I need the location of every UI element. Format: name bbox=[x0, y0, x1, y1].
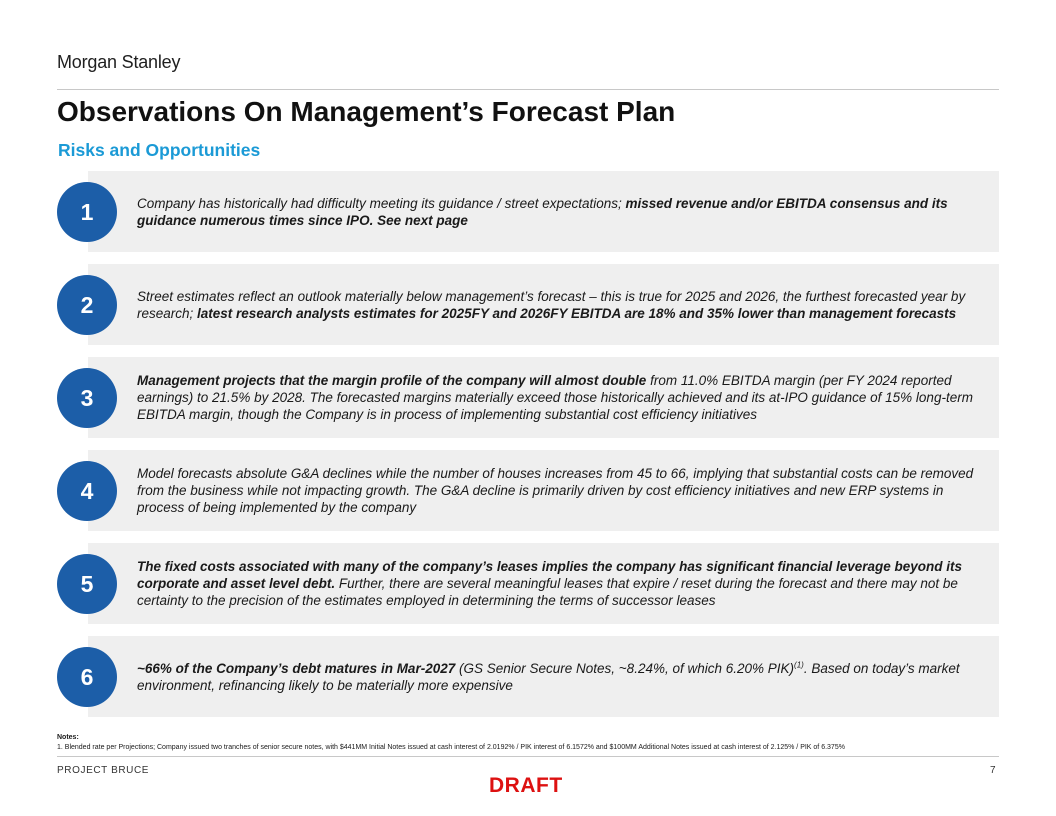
header-divider bbox=[57, 89, 999, 90]
body-text: from 11.0% EBITDA margin (per FY 2024 reported earnings) to 21.5% by 2028. The forecasted margins materially exceed those historically achieved and its at-IPO guidance of 15% long-term EBITDA margin, though the Company is in process of implementing substantial cost efficiency initiatives bbox=[137, 373, 973, 422]
company-logo: Morgan Stanley bbox=[57, 52, 181, 72]
observation-item-6 bbox=[57, 636, 999, 717]
footer-divider bbox=[57, 756, 999, 757]
observation-item-1 bbox=[57, 171, 999, 252]
footnotes bbox=[57, 733, 845, 753]
observation-item-3 bbox=[57, 357, 999, 438]
observation-item-2 bbox=[57, 264, 999, 345]
observation-text bbox=[137, 171, 985, 252]
emphasis-text: The fixed costs associated with many of the company’s leases implies the company has significant financial leverage beyond its corporate and asset level debt. bbox=[137, 559, 963, 591]
observation-text bbox=[137, 636, 985, 717]
observation-number-badge: 5 bbox=[57, 554, 117, 614]
observations-list bbox=[57, 171, 999, 729]
observation-number-badge: 2 bbox=[57, 275, 117, 335]
footnote-reference: (1) bbox=[794, 660, 804, 669]
observation-text bbox=[137, 543, 985, 624]
page-title: Observations On Management’s Forecast Plan bbox=[57, 96, 676, 127]
observation-paragraph bbox=[137, 465, 985, 516]
observation-text bbox=[137, 264, 985, 345]
observation-number-badge: 4 bbox=[57, 461, 117, 521]
body-text: Model forecasts absolute G&A declines while the number of houses increases from 45 to 66, implying that substantial costs can be removed from the business while not impacting growth. The G&A decline is primarily driven by cost efficiency initiatives and new ERP systems in process of being implemented by the company bbox=[137, 466, 974, 515]
observation-number-badge: 3 bbox=[57, 368, 117, 428]
notes-label: Notes: bbox=[57, 734, 79, 741]
observation-paragraph bbox=[137, 288, 985, 322]
page-number: 7 bbox=[990, 765, 996, 776]
observation-paragraph bbox=[137, 195, 985, 229]
body-text: Further, there are several meaningful leases that expire / reset during the forecast and there may not be certainty to the precision of the estimates employed in determining the terms of successor leases bbox=[137, 576, 958, 608]
emphasis-text: ~66% of the Company’s debt matures in Mar-2027 bbox=[137, 660, 456, 676]
draft-stamp: DRAFT bbox=[489, 774, 563, 797]
body-text: . Based on today’s market environment, refinancing likely to be materially more expensive bbox=[137, 660, 960, 693]
observation-item-5 bbox=[57, 543, 999, 624]
footnote-1: 1. Blended rate per Projections; Company issued two tranches of senior secure notes, with $441MM Initial Notes issued at cash interest of 2.0192% / PIK interest of 6.1572% and $100MM Additional Notes issued at cash interest of 2.125% / PIK of 6.375% bbox=[57, 744, 845, 751]
observation-paragraph bbox=[137, 660, 985, 694]
observation-number-badge: 1 bbox=[57, 182, 117, 242]
emphasis-text: Management projects that the margin profile of the company will almost double bbox=[137, 373, 647, 388]
observation-paragraph bbox=[137, 558, 985, 609]
emphasis-text: missed revenue and/or EBITDA consensus and its guidance numerous times since IPO. See next page bbox=[137, 195, 948, 228]
observation-text bbox=[137, 357, 985, 438]
observation-number-badge: 6 bbox=[57, 647, 117, 707]
body-text: Street estimates reflect an outlook materially below management’s forecast – this is true for 2025 and 2026, the furthest forecasted year by research; bbox=[137, 288, 966, 321]
body-text: Company has historically had difficulty meeting its guidance / street expectations; bbox=[137, 195, 626, 211]
project-name: PROJECT BRUCE bbox=[57, 765, 150, 776]
observation-text bbox=[137, 450, 985, 531]
observation-paragraph bbox=[137, 372, 985, 423]
body-text: (GS Senior Secure Notes, ~8.24%, of which 6.20% PIK) bbox=[455, 660, 795, 676]
emphasis-text: latest research analysts estimates for 2025FY and 2026FY EBITDA are 18% and 35% lower than management forecasts bbox=[197, 305, 957, 321]
observation-item-4 bbox=[57, 450, 999, 531]
page-subtitle: Risks and Opportunities bbox=[58, 140, 261, 160]
